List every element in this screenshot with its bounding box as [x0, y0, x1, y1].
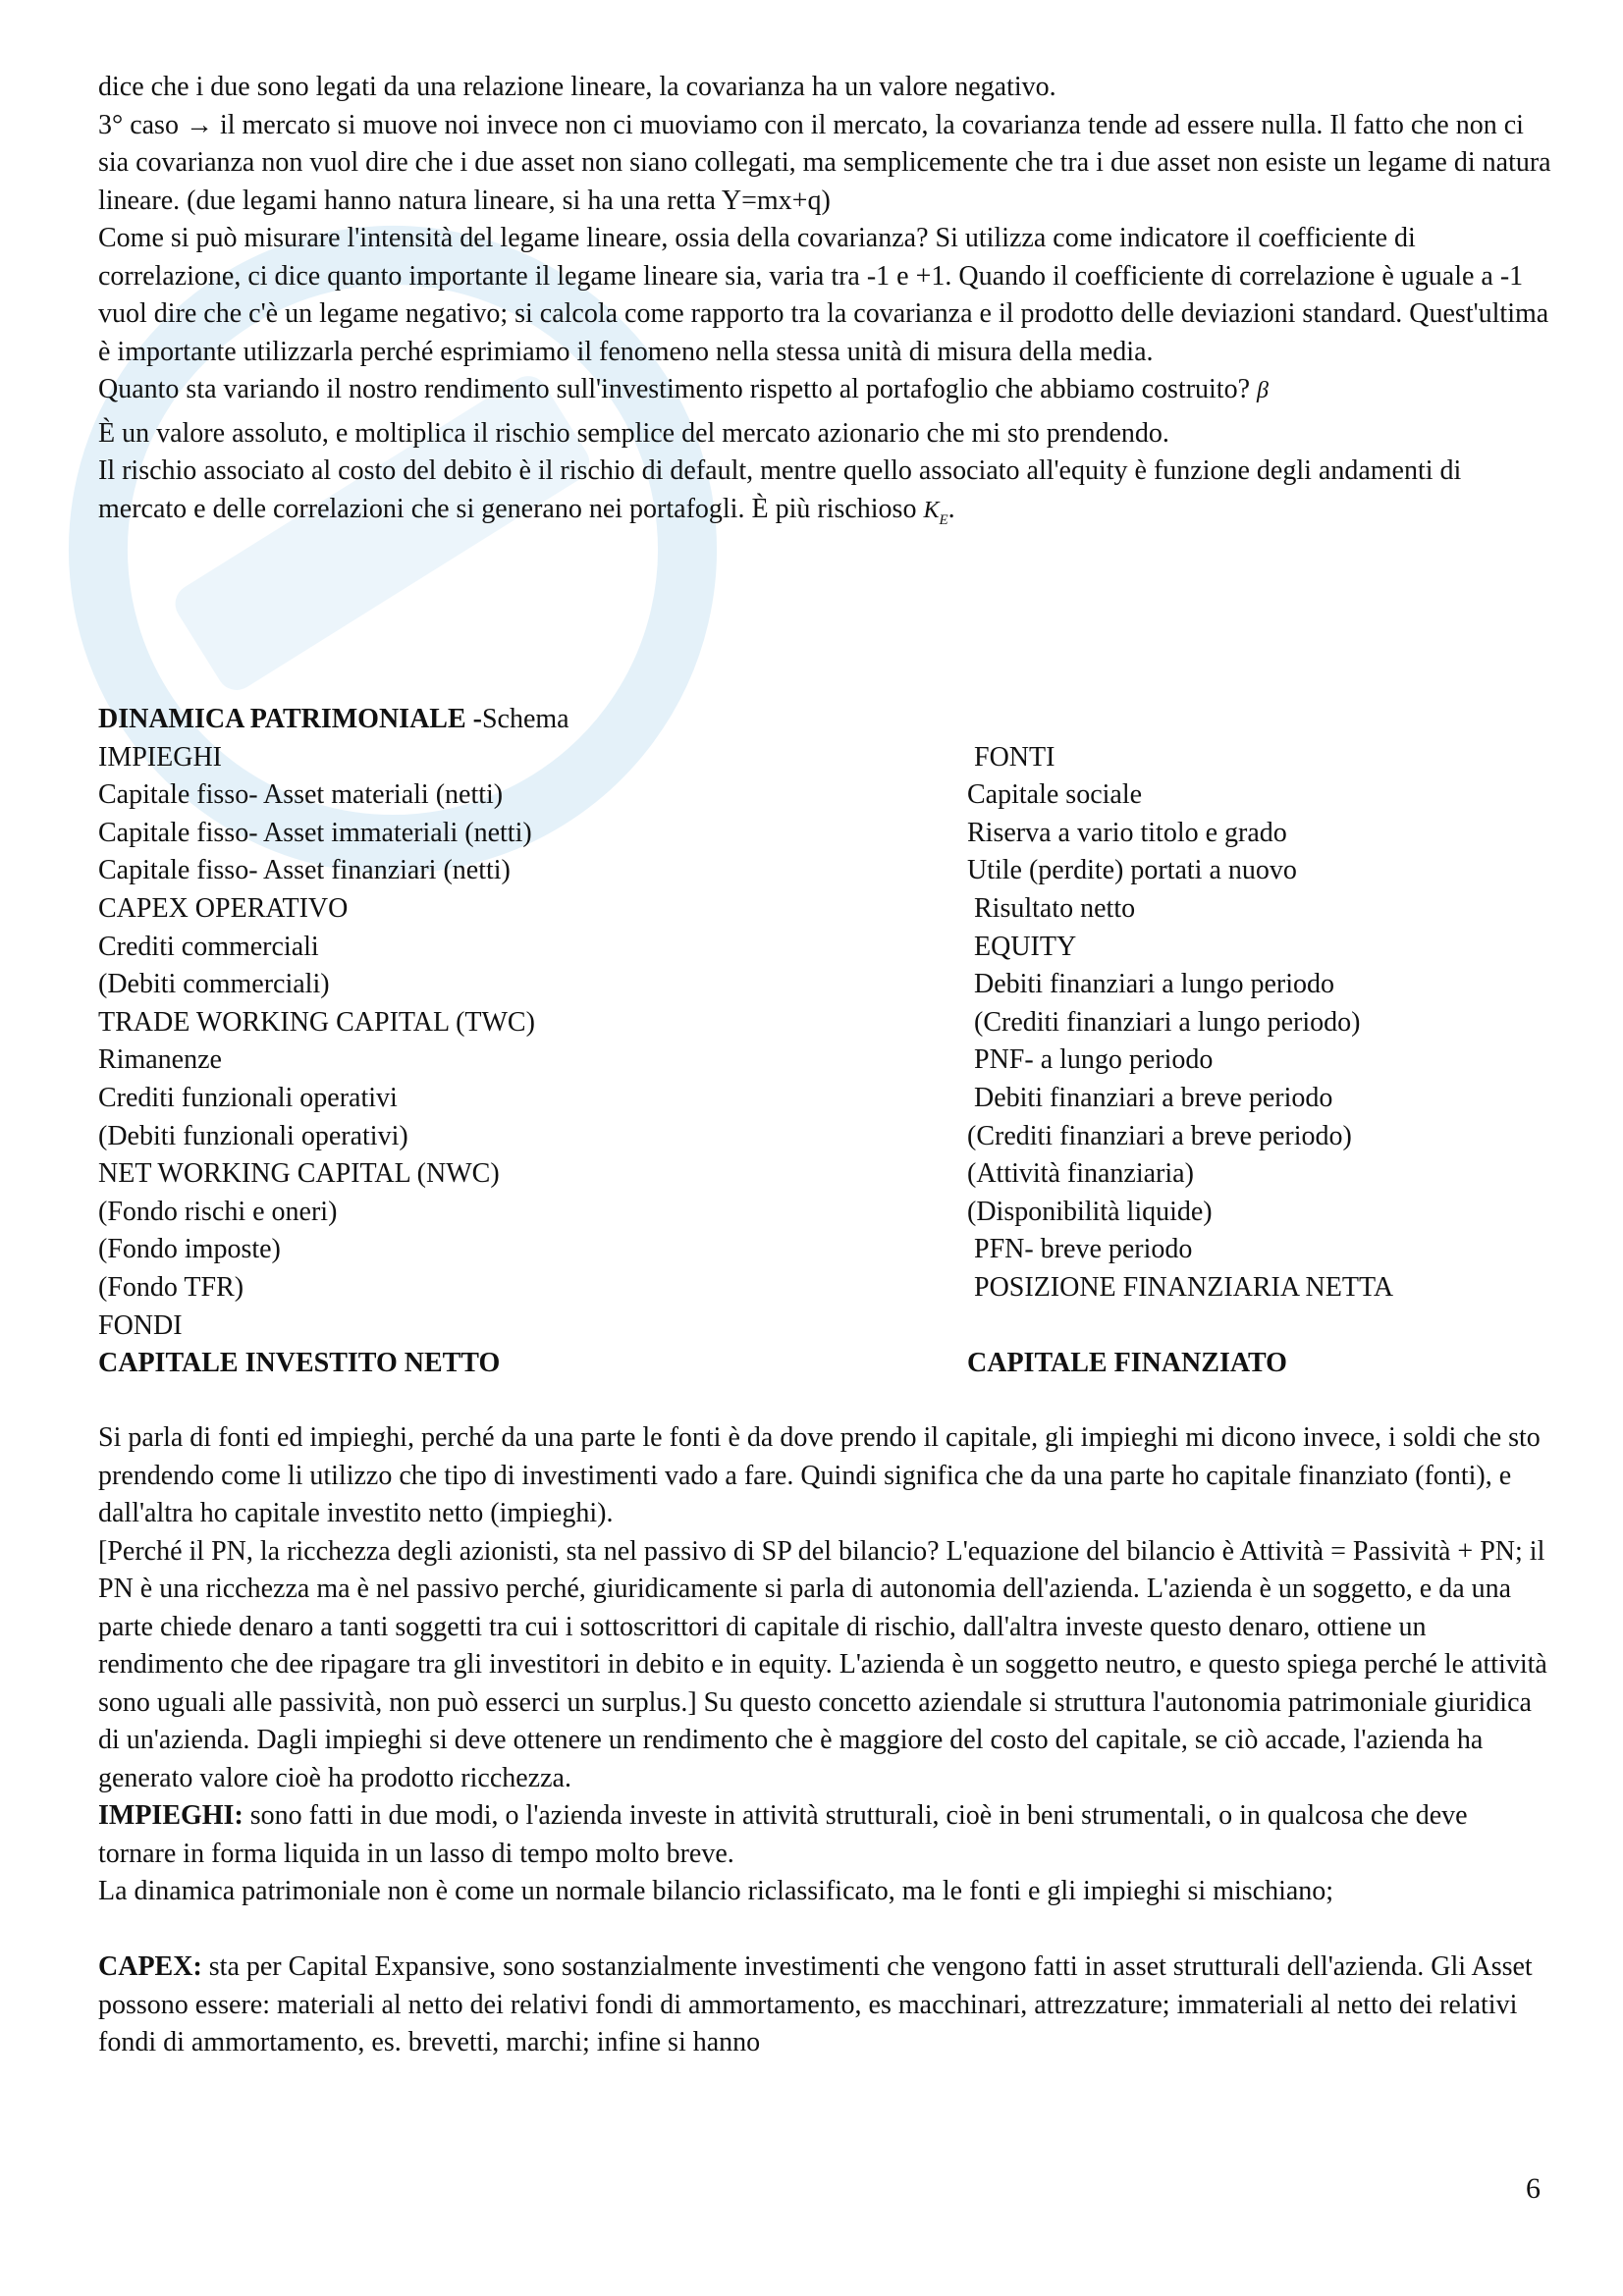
paragraph: [98, 371, 1551, 410]
paragraph: 3° caso → il mercato si muove noi invece non ci muoviamo con il mercato, la covarianza tende ad essere nulla. Il fatto che non ci sia covarianza non vuol dire che i due asset non siano collegati, ma semplicemente che tra i due asset non esiste un legame di natura lineare. (due legami hanno natura lineare, si ha una retta Y=mx+q): [98, 109, 1551, 216]
left-row: Capitale fisso- Asset finanziari (netti): [98, 855, 511, 886]
left-row: Crediti funzionali operativi: [98, 1082, 398, 1113]
right-row: (Crediti finanziari a breve periodo): [967, 1120, 1352, 1151]
right-total: CAPITALE FINANZIATO: [967, 1348, 1287, 1379]
term-label: CAPEX:: [98, 1951, 202, 1982]
beta-symbol: β: [1257, 378, 1269, 403]
ke-symbol: $K_E$: [923, 497, 948, 528]
left-row: CAPEX OPERATIVO: [98, 892, 349, 924]
left-row: IMPIEGHI: [98, 741, 222, 773]
term-label: IMPIEGHI:: [98, 1800, 243, 1831]
intro-section: [98, 69, 1551, 539]
left-row: (Fondo TFR): [98, 1271, 244, 1303]
left-row: (Fondo rischi e oneri): [98, 1196, 338, 1227]
body-section: [98, 1419, 1551, 2062]
left-row: (Fondo imposte): [98, 1234, 281, 1265]
paragraph: IMPIEGHI: sono fatti in due modi, o l'azienda investe in attività strutturali, cioè in beni strumentali, o in qualcosa che deve tornare in forma liquida in un lasso di tempo molto breve.: [98, 1800, 1468, 1869]
right-row: (Crediti finanziari a lungo periodo): [967, 1006, 1361, 1038]
paragraph-text: Il rischio associato al costo del debito è il rischio di default, mentre quello associato all'equity è funzione degli andamenti di mercato e delle correlazioni che si generano nei portafogli. È più rischioso: [98, 455, 1462, 524]
page-number: 6: [1526, 2172, 1541, 2205]
paragraph: dice che i due sono legati da una relazione lineare, la covarianza ha un valore negativo.: [98, 72, 1056, 102]
paragraph: Il rischio associato al costo del debito è il rischio di default, mentre quello associato all'equity è funzione degli andamenti di mercato e delle correlazioni che si generano nei portafogli. È più rischioso $K_E$.: [98, 455, 1462, 528]
left-row: Rimanenze: [98, 1044, 222, 1076]
paragraph: Come si può misurare l'intensità del legame lineare, ossia della covarianza? Si utilizza come indicatore il coefficiente di correlazione, ci dice quanto importante il legame lineare sia, varia tra -1 e +1. Quando il coefficiente di correlazione è uguale a -1 vuol dire che c'è un legame negativo; si calcola come rapporto tra la covarianza e il prodotto delle deviazioni standard. Quest'ultima è importante utilizzarla perché esprimiamo il fenomeno nella stessa unità di misura della media.: [98, 223, 1549, 367]
left-row: (Debiti commerciali): [98, 969, 330, 1000]
right-row: PFN- breve periodo: [967, 1234, 1193, 1265]
left-row: FONDI: [98, 1309, 183, 1341]
right-row: (Attività finanziaria): [967, 1158, 1194, 1190]
right-row: PNF- a lungo periodo: [967, 1044, 1214, 1076]
right-row: FONTI: [967, 741, 1055, 773]
paragraph: Si parla di fonti ed impieghi, perché da una parte le fonti è da dove prendo il capitale, gli impieghi mi dicono invece, i soldi che sto prendendo come li utilizzo che tipo di investimenti vado a fare. Quindi significa che da una parte ho capitale finanziato (fonti), e dall'altra ho capitale investito netto (impieghi).: [98, 1422, 1541, 1528]
paragraph: La dinamica patrimoniale non è come un normale bilancio riclassificato, ma le fonti e gli impieghi si mischiano;: [98, 1876, 1334, 1906]
schema-left-column: [98, 701, 569, 1383]
left-row: (Debiti funzionali operativi): [98, 1120, 408, 1151]
left-row: Capitale fisso- Asset materiali (netti): [98, 779, 504, 811]
left-row: Capitale fisso- Asset immateriali (netti): [98, 817, 532, 848]
schema-title: DINAMICA PATRIMONIALE -Schema: [98, 704, 569, 734]
right-row: Debiti finanziari a lungo periodo: [967, 969, 1334, 1000]
right-row: Risultato netto: [967, 892, 1136, 924]
paragraph: [Perché il PN, la ricchezza degli azionisti, sta nel passivo di SP del bilancio? L'equazione del bilancio è Attività = Passività + PN; il PN è una ricchezza ma è nel passivo perché, giuridicamente si parla di autonomia dell'azienda. L'azienda è un soggetto, e da una parte chiede denaro a tanti soggetti tra cui i sottoscrittori di capitale di rischio, dall'altra investe questo denaro, ottiene un rendimento che dee ripagare tra gli investitori in debito e in equity. L'azienda è un soggetto neutro, e questo spiega perché le attività sono uguali alle passività, non può esserci un surplus.] Su questo concetto aziendale si struttura l'autonomia patrimoniale giuridica di un'azienda. Dagli impieghi si deve ottenere un rendimento che è maggiore del costo del capitale, se ciò accade, l'azienda ha generato valore cioè ha prodotto ricchezza.: [98, 1535, 1547, 1793]
paragraph-text: Quanto sta variando il nostro rendimento sull'investimento rispetto al portafoglio che abbiamo costruito?: [98, 374, 1251, 404]
paragraph: CAPEX: sta per Capital Expansive, sono sostanzialmente investimenti che vengono fatti in asset strutturali dell'azienda. Gli Asset possono essere: materiali al netto dei relativi fondi di ammortamento, es macchinari, attrezzature; immateriali al netto dei relativi fondi di ammortamento, es. brevetti, marchi; infine si hanno: [98, 1951, 1533, 2057]
left-row: TRADE WORKING CAPITAL (TWC): [98, 1006, 535, 1038]
right-row: Capitale sociale: [967, 779, 1143, 811]
right-row: Debiti finanziari a breve periodo: [967, 1082, 1333, 1113]
schema-right-column: [967, 739, 1393, 1383]
paragraph: È un valore assoluto, e moltiplica il rischio semplice del mercato azionario che mi sto prendendo.: [98, 417, 1169, 449]
left-row: Crediti commerciali: [98, 931, 319, 962]
right-row: POSIZIONE FINANZIARIA NETTA: [967, 1271, 1394, 1303]
right-row: (Disponibilità liquide): [967, 1196, 1213, 1227]
right-row: Utile (perdite) portati a nuovo: [967, 855, 1297, 886]
left-total: CAPITALE INVESTITO NETTO: [98, 1348, 501, 1379]
left-row: NET WORKING CAPITAL (NWC): [98, 1158, 500, 1190]
right-row: EQUITY: [967, 931, 1077, 962]
right-row: Riserva a vario titolo e grado: [967, 817, 1287, 848]
